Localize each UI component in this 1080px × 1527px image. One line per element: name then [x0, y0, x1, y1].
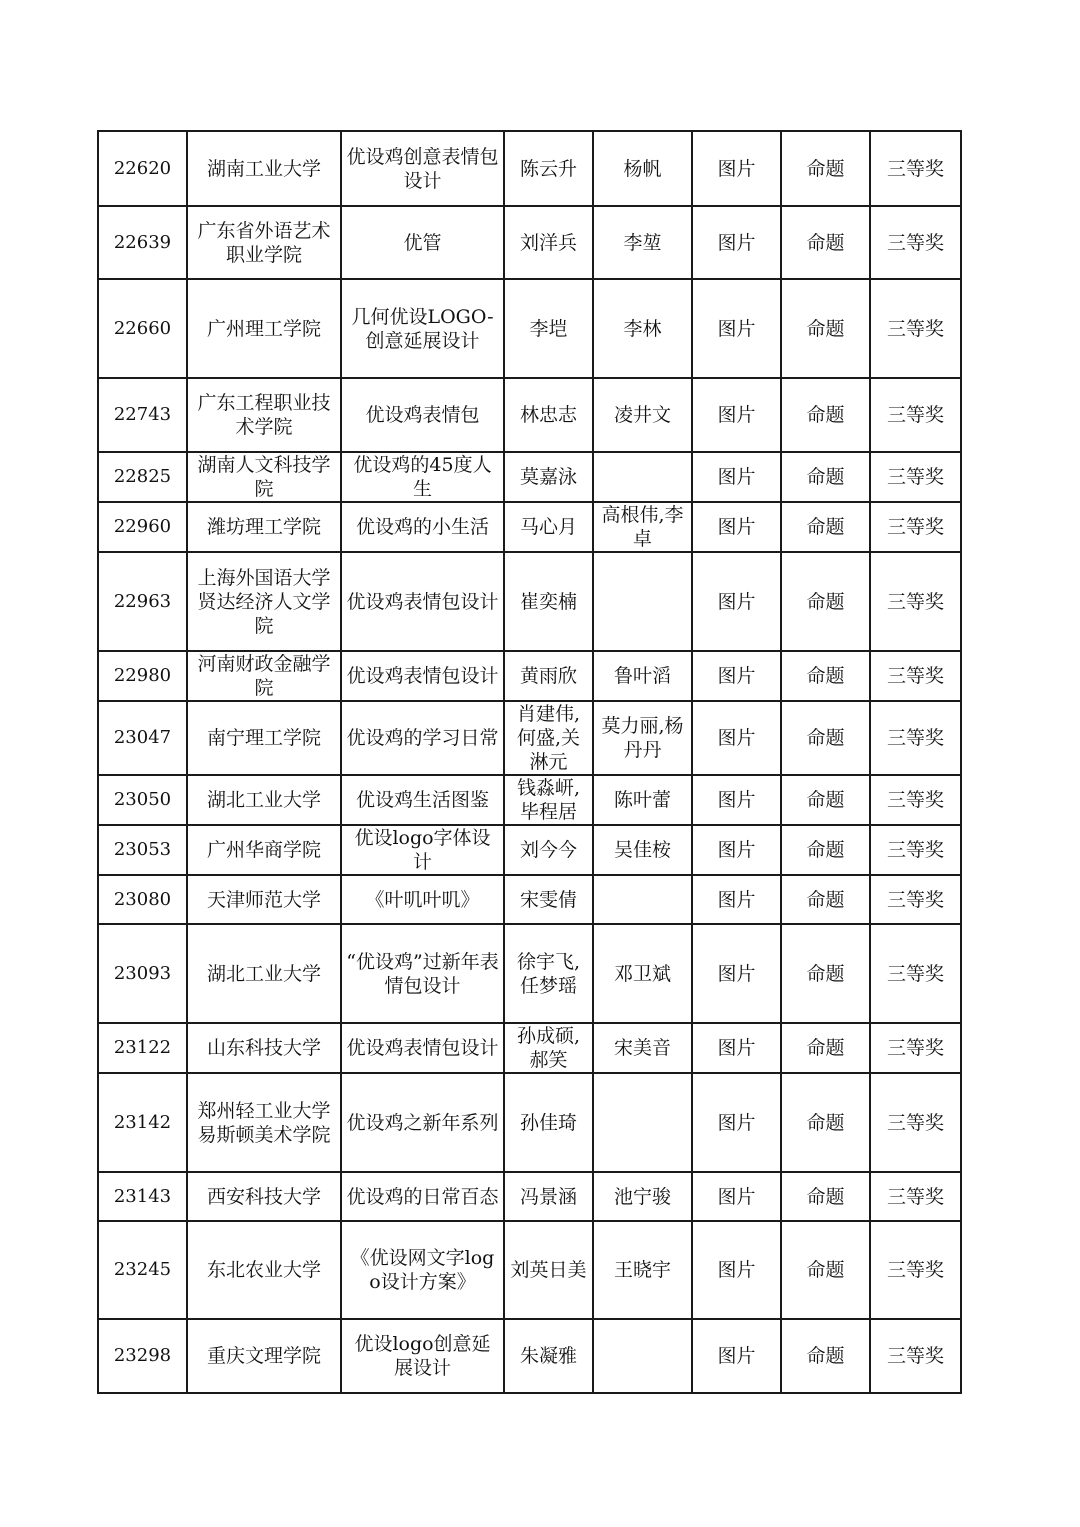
- award: 三等奖: [870, 875, 961, 924]
- entry-type: 命题: [781, 1073, 870, 1172]
- advisor: 李堃: [593, 206, 692, 279]
- category: 图片: [692, 825, 781, 875]
- work-title: 《叶叽叶叽》: [341, 875, 504, 924]
- table-row: [98, 924, 961, 1023]
- category: 图片: [692, 552, 781, 651]
- authors: 孙佳琦: [504, 1073, 593, 1172]
- advisor: 池宁骏: [593, 1172, 692, 1221]
- award: 三等奖: [870, 131, 961, 206]
- table-row: [98, 279, 961, 378]
- award: 三等奖: [870, 206, 961, 279]
- work-title: 优设鸡生活图鉴: [341, 775, 504, 825]
- award: 三等奖: [870, 1172, 961, 1221]
- entry-id: 22660: [98, 279, 187, 378]
- award: 三等奖: [870, 552, 961, 651]
- award: 三等奖: [870, 452, 961, 502]
- work-title: “优设鸡”过新年表情包设计: [341, 924, 504, 1023]
- table-row: [98, 825, 961, 875]
- advisor: 邓卫斌: [593, 924, 692, 1023]
- table-row: [98, 1073, 961, 1172]
- entry-id: 22963: [98, 552, 187, 651]
- work-title: 优设logo创意延展设计: [341, 1319, 504, 1393]
- authors: 朱凝雅: [504, 1319, 593, 1393]
- entry-type: 命题: [781, 452, 870, 502]
- school-name: 东北农业大学: [187, 1221, 341, 1319]
- table-row: [98, 502, 961, 552]
- entry-id: 22825: [98, 452, 187, 502]
- advisor: 高根伟,李卓: [593, 502, 692, 552]
- award: 三等奖: [870, 775, 961, 825]
- authors: 黄雨欣: [504, 651, 593, 701]
- category: 图片: [692, 1319, 781, 1393]
- entry-type: 命题: [781, 131, 870, 206]
- advisor: 鲁叶滔: [593, 651, 692, 701]
- work-title: 优设鸡表情包设计: [341, 552, 504, 651]
- school-name: 广州华商学院: [187, 825, 341, 875]
- entry-id: 22639: [98, 206, 187, 279]
- table-row: [98, 378, 961, 452]
- advisor: 王晓宇: [593, 1221, 692, 1319]
- advisor: [593, 1073, 692, 1172]
- advisor: 李林: [593, 279, 692, 378]
- category: 图片: [692, 924, 781, 1023]
- authors: 林忠志: [504, 378, 593, 452]
- authors: 崔奕楠: [504, 552, 593, 651]
- authors: 马心月: [504, 502, 593, 552]
- school-name: 湖南人文科技学院: [187, 452, 341, 502]
- category: 图片: [692, 131, 781, 206]
- authors: 李垲: [504, 279, 593, 378]
- category: 图片: [692, 1073, 781, 1172]
- work-title: 《优设网文字logo设计方案》: [341, 1221, 504, 1319]
- work-title: 优设鸡表情包设计: [341, 1023, 504, 1073]
- work-title: 优设鸡的日常百态: [341, 1172, 504, 1221]
- work-title: 优设鸡的小生活: [341, 502, 504, 552]
- award: 三等奖: [870, 378, 961, 452]
- award: 三等奖: [870, 1073, 961, 1172]
- work-title: 优设鸡表情包设计: [341, 651, 504, 701]
- award: 三等奖: [870, 1221, 961, 1319]
- school-name: 河南财政金融学院: [187, 651, 341, 701]
- entry-type: 命题: [781, 552, 870, 651]
- authors: 宋雯倩: [504, 875, 593, 924]
- award: 三等奖: [870, 1023, 961, 1073]
- school-name: 潍坊理工学院: [187, 502, 341, 552]
- table-row: [98, 1023, 961, 1073]
- school-name: 重庆文理学院: [187, 1319, 341, 1393]
- award: 三等奖: [870, 502, 961, 552]
- entry-type: 命题: [781, 378, 870, 452]
- award: 三等奖: [870, 279, 961, 378]
- category: 图片: [692, 378, 781, 452]
- advisor: [593, 1319, 692, 1393]
- table-row: [98, 651, 961, 701]
- award: 三等奖: [870, 651, 961, 701]
- entry-type: 命题: [781, 775, 870, 825]
- authors: 钱淼岍,毕程居: [504, 775, 593, 825]
- entry-type: 命题: [781, 1319, 870, 1393]
- entry-type: 命题: [781, 651, 870, 701]
- category: 图片: [692, 279, 781, 378]
- school-name: 郑州轻工业大学易斯顿美术学院: [187, 1073, 341, 1172]
- entry-id: 23080: [98, 875, 187, 924]
- work-title: 优设鸡的学习日常: [341, 701, 504, 775]
- table-row: [98, 131, 961, 206]
- school-name: 湖南工业大学: [187, 131, 341, 206]
- entry-id: 22620: [98, 131, 187, 206]
- category: 图片: [692, 1221, 781, 1319]
- entry-id: 23143: [98, 1172, 187, 1221]
- entry-type: 命题: [781, 825, 870, 875]
- school-name: 湖北工业大学: [187, 924, 341, 1023]
- school-name: 广东工程职业技术学院: [187, 378, 341, 452]
- advisor: [593, 452, 692, 502]
- table-row: [98, 701, 961, 775]
- advisor: 吴佳桉: [593, 825, 692, 875]
- entry-type: 命题: [781, 502, 870, 552]
- table-row: [98, 875, 961, 924]
- entry-id: 23298: [98, 1319, 187, 1393]
- entry-id: 23142: [98, 1073, 187, 1172]
- authors: 刘英日美: [504, 1221, 593, 1319]
- entry-id: 22980: [98, 651, 187, 701]
- work-title: 优管: [341, 206, 504, 279]
- authors: 陈云升: [504, 131, 593, 206]
- authors: 徐宇飞,任梦瑶: [504, 924, 593, 1023]
- advisor: 凌井文: [593, 378, 692, 452]
- category: 图片: [692, 502, 781, 552]
- category: 图片: [692, 1023, 781, 1073]
- entry-type: 命题: [781, 1172, 870, 1221]
- work-title: 优设鸡的45度人生: [341, 452, 504, 502]
- advisor: 陈叶蕾: [593, 775, 692, 825]
- advisor: 莫力丽,杨丹丹: [593, 701, 692, 775]
- authors: 莫嘉泳: [504, 452, 593, 502]
- entry-id: 23122: [98, 1023, 187, 1073]
- advisor: 杨帆: [593, 131, 692, 206]
- entry-type: 命题: [781, 279, 870, 378]
- entry-id: 23050: [98, 775, 187, 825]
- table-row: [98, 552, 961, 651]
- category: 图片: [692, 1172, 781, 1221]
- awards-table: [97, 130, 962, 1394]
- category: 图片: [692, 775, 781, 825]
- entry-id: 23245: [98, 1221, 187, 1319]
- entry-type: 命题: [781, 206, 870, 279]
- school-name: 上海外国语大学贤达经济人文学院: [187, 552, 341, 651]
- authors: 刘洋兵: [504, 206, 593, 279]
- school-name: 山东科技大学: [187, 1023, 341, 1073]
- table-row: [98, 775, 961, 825]
- category: 图片: [692, 206, 781, 279]
- category: 图片: [692, 701, 781, 775]
- table-row: [98, 1319, 961, 1393]
- entry-id: 22743: [98, 378, 187, 452]
- authors: 孙成硕,郝笑: [504, 1023, 593, 1073]
- school-name: 广州理工学院: [187, 279, 341, 378]
- authors: 冯景涵: [504, 1172, 593, 1221]
- table-row: [98, 206, 961, 279]
- entry-type: 命题: [781, 924, 870, 1023]
- school-name: 西安科技大学: [187, 1172, 341, 1221]
- advisor: 宋美音: [593, 1023, 692, 1073]
- entry-id: 23093: [98, 924, 187, 1023]
- school-name: 天津师范大学: [187, 875, 341, 924]
- entry-type: 命题: [781, 875, 870, 924]
- category: 图片: [692, 875, 781, 924]
- authors: 刘今今: [504, 825, 593, 875]
- school-name: 湖北工业大学: [187, 775, 341, 825]
- category: 图片: [692, 651, 781, 701]
- entry-id: 23053: [98, 825, 187, 875]
- work-title: 优设鸡创意表情包设计: [341, 131, 504, 206]
- authors: 肖建伟,何盛,关淋元: [504, 701, 593, 775]
- entry-id: 22960: [98, 502, 187, 552]
- table-row: [98, 452, 961, 502]
- advisor: [593, 552, 692, 651]
- award: 三等奖: [870, 1319, 961, 1393]
- entry-type: 命题: [781, 1023, 870, 1073]
- work-title: 几何优设LOGO-创意延展设计: [341, 279, 504, 378]
- work-title: 优设鸡表情包: [341, 378, 504, 452]
- entry-id: 23047: [98, 701, 187, 775]
- school-name: 南宁理工学院: [187, 701, 341, 775]
- table-row: [98, 1221, 961, 1319]
- entry-type: 命题: [781, 1221, 870, 1319]
- award: 三等奖: [870, 924, 961, 1023]
- school-name: 广东省外语艺术职业学院: [187, 206, 341, 279]
- table-row: [98, 1172, 961, 1221]
- category: 图片: [692, 452, 781, 502]
- work-title: 优设logo字体设计: [341, 825, 504, 875]
- work-title: 优设鸡之新年系列: [341, 1073, 504, 1172]
- award: 三等奖: [870, 825, 961, 875]
- award: 三等奖: [870, 701, 961, 775]
- advisor: [593, 875, 692, 924]
- entry-type: 命题: [781, 701, 870, 775]
